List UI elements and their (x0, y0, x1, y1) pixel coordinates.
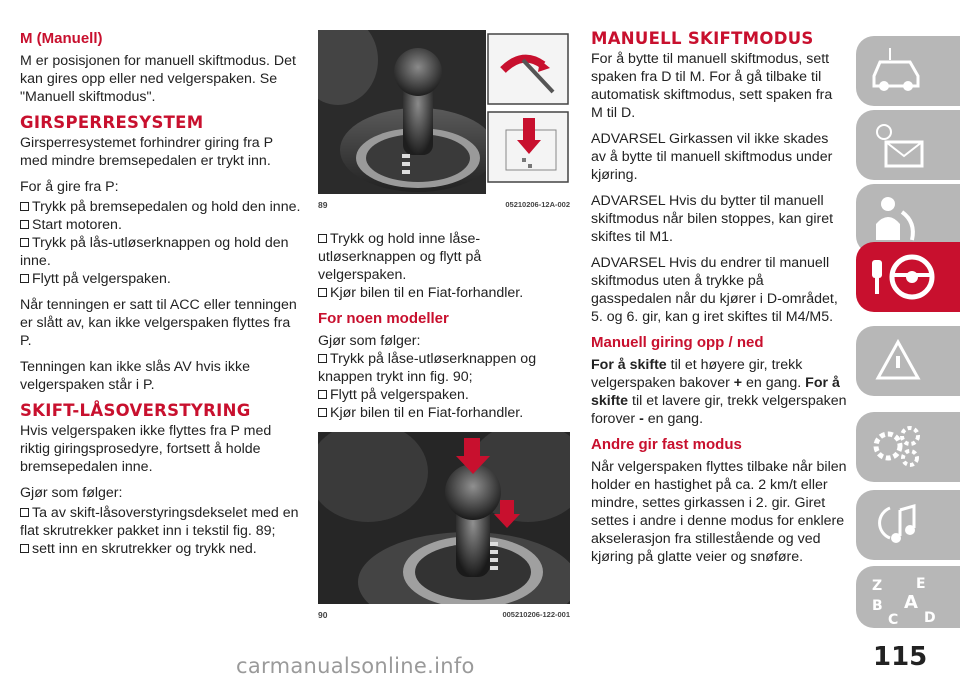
column-1 (20, 30, 302, 558)
gear-shifter-illustration (318, 432, 570, 604)
checkbox-bullet-icon (20, 274, 29, 283)
skiftlas-text: Hvis velgerspaken ikke flyttes fra P med riktig giringsprosedyre, fortsett å holde bremsepedalen inne. (20, 423, 272, 475)
checkbox-bullet-icon (318, 288, 327, 297)
manuell-text: For å bytte til manuell skiftmodus, sett spaken fra D til M. For å gå tilbake til automatisk skiftmodus, sett spaken fra M til D. (591, 51, 833, 121)
tab-car-info[interactable] (856, 36, 960, 106)
checkbox-bullet-icon (20, 202, 29, 211)
checkbox-bullet-icon (318, 408, 327, 417)
tenning-text: Tenningen kan ikke slås AV hvis ikke velgerspaken står i P. (20, 359, 251, 393)
advarsel-1: ADVARSEL Girkassen vil ikke skades av å bytte til manuell skiftmodus under kjøring. (591, 131, 833, 183)
figure-code: 05210206-12A-002 (505, 200, 570, 209)
noen-modeller-heading: For noen modeller (318, 310, 449, 327)
girsperre-intro: For å gire fra P: (20, 179, 119, 195)
svg-text:E: E (916, 576, 926, 592)
step-item: Kjør bilen til en Fiat-forhandler. (318, 284, 570, 302)
tab-multimedia[interactable] (856, 490, 960, 560)
skiftlas-heading: SKIFT-LÅSOVERSTYRING (20, 401, 251, 420)
advarsel-3: ADVARSEL Hvis du endrer til manuell skiftmodus uten å trykke på gasspedalen når du kjører i D-området, 5. og 6. gir, kan g iret skiftes til M4/M5. (591, 255, 838, 325)
step-item: Trykk på låse-utløserknappen og knappen trykt inn fig. 90; (318, 351, 537, 385)
tab-driving[interactable] (856, 242, 960, 312)
page-number: 115 (873, 642, 928, 672)
checkbox-bullet-icon (20, 544, 29, 553)
step-item: sett inn en skrutrekker og trykk ned. (20, 540, 302, 558)
watermark: carmanualsonline.info (236, 654, 475, 678)
figure-number: 90 (318, 610, 328, 620)
warning-triangle-icon (868, 334, 928, 386)
step-item: Kjør bilen til en Fiat-forhandler. (318, 404, 570, 422)
step-item: Ta av skift-låsoverstyringsdekselet med en flat skrutrekker pakket inn i tekstil fig. 89; (20, 505, 299, 539)
music-note-icon (868, 498, 928, 550)
tab-emergency[interactable] (856, 326, 960, 396)
manuell-skiftmodus-heading: MANUELL SKIFTMODUS (591, 29, 814, 48)
andre-gir-text: Når velgerspaken flyttes tilbake når bilen holder en hastighet på ca. 2 km/t eller mindre, settes girkassen i 2. gir. Giret settes i andre i denne modus for enklere akselerasjon fra stillestående og ved kjøring på glatte veier og snøføre. (591, 459, 847, 565)
steering-wheel-key-icon (868, 250, 938, 304)
step-item: Trykk på bremsepedalen og hold den inne. (20, 198, 302, 216)
alphabet-index-icon (868, 574, 948, 626)
manuell-giring-heading: Manuell giring opp / ned (591, 334, 764, 351)
andre-gir-heading: Andre gir fast modus (591, 436, 742, 453)
checkbox-bullet-icon (20, 220, 29, 229)
noen-intro: Gjør som følger: (318, 333, 421, 349)
figure-code: 005210206-122-001 (502, 610, 570, 619)
car-icon (868, 44, 928, 96)
checkbox-bullet-icon (20, 508, 29, 517)
checkbox-bullet-icon (318, 234, 327, 243)
tab-maintenance[interactable] (856, 412, 960, 482)
checkbox-bullet-icon (20, 238, 29, 247)
figure-90-image (318, 432, 570, 604)
figure-number: 89 (318, 200, 328, 210)
tab-warning-lights[interactable] (856, 110, 960, 180)
figure-89-caption (318, 196, 570, 214)
girsperre-text: Girsperresystemet forhindrer giring fra P med mindre bremsepedalen er trykt inn. (20, 135, 273, 169)
girsperresystem-heading: GIRSPERRESYSTEM (20, 113, 204, 132)
step-item: Start motoren. (20, 216, 302, 234)
column-2 (318, 30, 570, 624)
m-manuell-text: M er posisjonen for manuell skiftmodus. Det kan gires opp eller ned velgerspaken. Se "Manuell skiftmodus". (20, 53, 296, 105)
checkbox-bullet-icon (318, 354, 327, 363)
gear-shifter-illustration (318, 30, 570, 194)
svg-text:A: A (904, 592, 918, 613)
advarsel-2: ADVARSEL Hvis du bytter til manuell skiftmodus når bilen stoppes, kan giret skiftes til M1. (591, 193, 834, 245)
giring-text: For å skifte til et høyere gir, trekk velgerspaken bakover + en gang. For å skifte til et lavere gir, trekk velgerspaken forover - en gang. (591, 357, 847, 427)
gears-icon (868, 420, 928, 472)
figure-89-image (318, 30, 570, 194)
step-item: Trykk og hold inne låse-utløserknappen og flytt på velgerspaken. (318, 231, 482, 283)
m-manuell-heading: M (Manuell) (20, 30, 103, 47)
svg-text:C: C (888, 612, 899, 626)
svg-text:B: B (872, 598, 883, 614)
seatbelt-person-icon (868, 192, 928, 244)
svg-text:Z: Z (872, 578, 883, 594)
warning-light-envelope-icon (868, 118, 928, 170)
acc-text: Når tenningen er satt til ACC eller tenningen er slått av, kan ikke velgerspaken flyttes fra P. (20, 297, 297, 349)
checkbox-bullet-icon (318, 390, 327, 399)
step-item: Flytt på velgerspaken. (318, 386, 570, 404)
svg-text:D: D (924, 610, 936, 626)
skiftlas-intro: Gjør som følger: (20, 485, 123, 501)
figure-90-caption (318, 606, 570, 624)
tab-index[interactable] (856, 566, 960, 628)
step-item: Trykk på lås-utløserknappen og hold den inne. (20, 235, 289, 269)
step-item: Flytt på velgerspaken. (20, 270, 302, 288)
column-3 (591, 30, 847, 574)
